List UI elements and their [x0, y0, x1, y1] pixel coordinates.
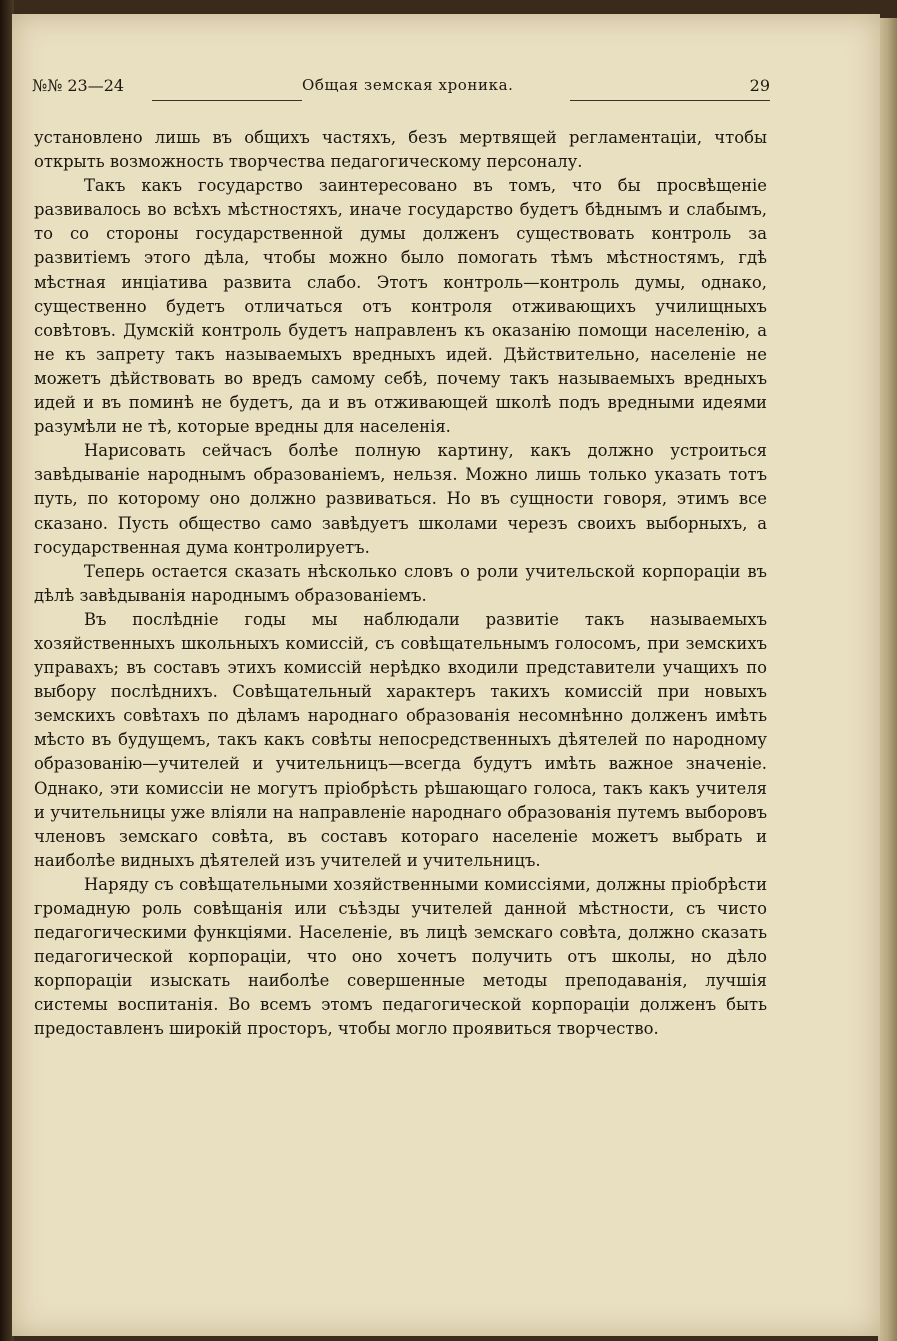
issue-number: №№ 23—24 [32, 76, 125, 95]
paragraph: Такъ какъ государство заинтересовано въ томъ, что бы просвѣщеніе развивалось во всѣхъ мѣстностяхъ, иначе государство будетъ бѣднымъ и слабымъ, то со стороны государственной думы долженъ существовать контроль за развитіемъ этого дѣла, чтобы можно было помогать тѣмъ мѣстностямъ, гдѣ мѣстная инціатива развита слабо. Этотъ контроль—контроль думы, однако, существенно будетъ отличаться отъ контроля отживающихъ училищныхъ совѣтовъ. Думскій контроль будетъ направленъ къ оказанію помощи населенію, а не къ запрету такъ называемыхъ вредныхъ идей. Дѣйствительно, населеніе не можетъ дѣйствовать во вредъ самому себѣ, почему такъ называемыхъ вредныхъ идей и въ поминѣ не будетъ, да и въ отживающей школѣ подъ вредными идеями разумѣли не тѣ, которые вредны для населенія. [34, 176, 767, 437]
page-number: 29 [749, 76, 770, 95]
paragraph: Наряду съ совѣщательными хозяйственными комиссіями, должны пріобрѣсти громадную роль совѣщанія или съѣзды учителей данной мѣстности, съ чисто педагогическими функціями. Населеніе, въ лицѣ земскаго совѣта, должно сказать педагогической корпораціи, что оно хочетъ получить отъ школы, но дѣло корпораціи изыскать наиболѣе совершенные методы преподаванія, лучшія системы воспитанія. Во всемъ этомъ педагогической корпораціи долженъ быть предоставленъ широкій просторъ, чтобы могло проявиться творчество. [34, 874, 767, 1039]
section-title: Общая земская хроника. [302, 76, 514, 94]
header-rule-left [152, 100, 302, 101]
paragraph: Теперь остается сказать нѣсколько словъ о роли учительской корпораціи въ дѣлѣ завѣдыванія народнымъ образованіемъ. [34, 561, 767, 605]
running-header [22, 62, 770, 102]
paragraph: Въ послѣдніе годы мы наблюдали развитіе такъ называемыхъ хозяйственныхъ школьныхъ комиссій, съ совѣщательнымъ голосомъ, при земскихъ управахъ; въ составъ этихъ комиссій нерѣдко входили представители учащихъ по выбору послѣднихъ. Совѣщательный характеръ такихъ комиссій при новыхъ земскихъ совѣтахъ по дѣламъ народнаго образованія несомнѣнно долженъ имѣть мѣсто въ будущемъ, такъ какъ совѣты непосредственныхъ дѣятелей по народному образованію—учителей и учительницъ—всегда будутъ имѣть важное значеніе. Однако, эти комиссіи не могутъ пріобрѣсть рѣшающаго голоса, такъ какъ учителя и учительницы уже вліяли на направленіе народнаго образованія путемъ выборовъ членовъ земскаго совѣта, въ составъ котораго населеніе можетъ выбрать и наиболѣе видныхъ дѣятелей изъ учителей и учительницъ. [34, 609, 767, 870]
paragraph: установлено лишь въ общихъ частяхъ, безъ мертвящей регламентаціи, чтобы открыть возможность творчества педагогическому персоналу. [34, 128, 767, 172]
article-body [34, 126, 767, 1042]
paragraph: Нарисовать сейчасъ болѣе полную картину, какъ должно устроиться завѣдываніе народнымъ образованіемъ, нельзя. Можно лишь только указать тотъ путь, по которому оно должно развиваться. Но въ сущности говоря, этимъ все сказано. Пусть общество само завѣдуетъ школами черезъ своихъ выборныхъ, а государственная дума контролируетъ. [34, 441, 767, 557]
page-edge [878, 18, 897, 1341]
header-rule-right [570, 100, 770, 101]
